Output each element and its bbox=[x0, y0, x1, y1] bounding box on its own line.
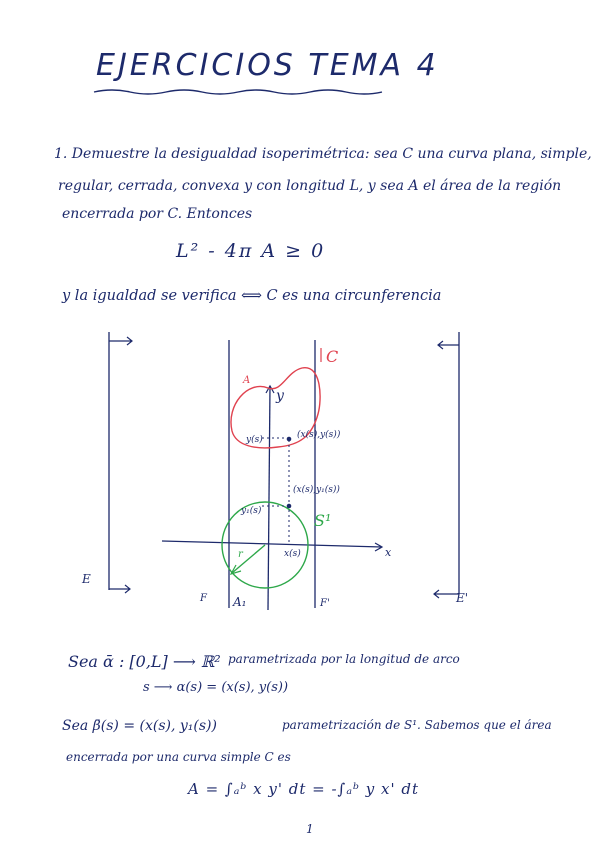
point-on-S1 bbox=[287, 504, 292, 509]
exercise-line-1: 1. Demuestre la desigualdad isoperimétrica: sea C una curva plana, simple, bbox=[54, 146, 592, 162]
point-on-C bbox=[287, 437, 292, 442]
arrow-E-prime-top bbox=[438, 341, 459, 349]
label-S1: S¹ bbox=[314, 511, 332, 530]
label-C: C bbox=[326, 347, 339, 366]
body-line-1b: parametrizada por la longitud de arco bbox=[228, 652, 460, 666]
isoperimetric-figure bbox=[0, 320, 599, 620]
exercise-line-3: encerrada por C. Entonces bbox=[62, 206, 253, 222]
arrow-E-top bbox=[109, 337, 132, 345]
label-y-s: y(s) bbox=[246, 435, 263, 445]
y-axis bbox=[268, 386, 270, 610]
page-title: EJERCICIOS TEMA 4 bbox=[96, 48, 439, 83]
body-line-3a: Sea β̄(s) = (x(s), y₁(s)) bbox=[62, 718, 217, 734]
page-number: 1 bbox=[306, 822, 314, 836]
isoperimetric-formula: L² - 4π A ≥ 0 bbox=[176, 240, 326, 262]
label-xy: (x(s),y(s)) bbox=[297, 430, 341, 440]
label-F: F bbox=[200, 593, 207, 604]
area-formula: A = ∫ₐᵇ x y' dt = -∫ₐᵇ y x' dt bbox=[188, 780, 419, 798]
label-xy1: (x(s),y₁(s)) bbox=[293, 485, 340, 495]
label-x-s: x(s) bbox=[284, 549, 301, 559]
label-A: A bbox=[243, 375, 251, 386]
label-F-prime: F' bbox=[320, 598, 330, 609]
body-line-2: s ⟶ α(s) = (x(s), y(s)) bbox=[143, 680, 289, 695]
exercise-line-2: regular, cerrada, convexa y con longitud L, y sea A el área de la región bbox=[58, 178, 562, 194]
label-y: y bbox=[276, 388, 284, 404]
body-line-1a: Sea ᾱ : [0,L] ⟶ ℝ² bbox=[68, 652, 221, 671]
label-y1-s: y₁(s) bbox=[241, 506, 262, 516]
arrow-E-bottom bbox=[109, 585, 130, 593]
label-E-prime: E' bbox=[456, 591, 469, 605]
x-axis bbox=[162, 541, 382, 547]
label-r: r bbox=[238, 549, 243, 560]
equality-condition: y la igualdad se verifica ⟺ C es una circunferencia bbox=[62, 288, 442, 304]
body-line-4: encerrada por una curva simple C es bbox=[66, 750, 291, 764]
body-line-3b: parametrización de S¹. Sabemos que el área bbox=[282, 718, 552, 732]
radius-r bbox=[232, 545, 265, 573]
label-A1: A₁ bbox=[233, 595, 247, 609]
label-E: E bbox=[82, 572, 91, 586]
label-x: x bbox=[385, 546, 392, 559]
title-underline bbox=[92, 86, 392, 100]
